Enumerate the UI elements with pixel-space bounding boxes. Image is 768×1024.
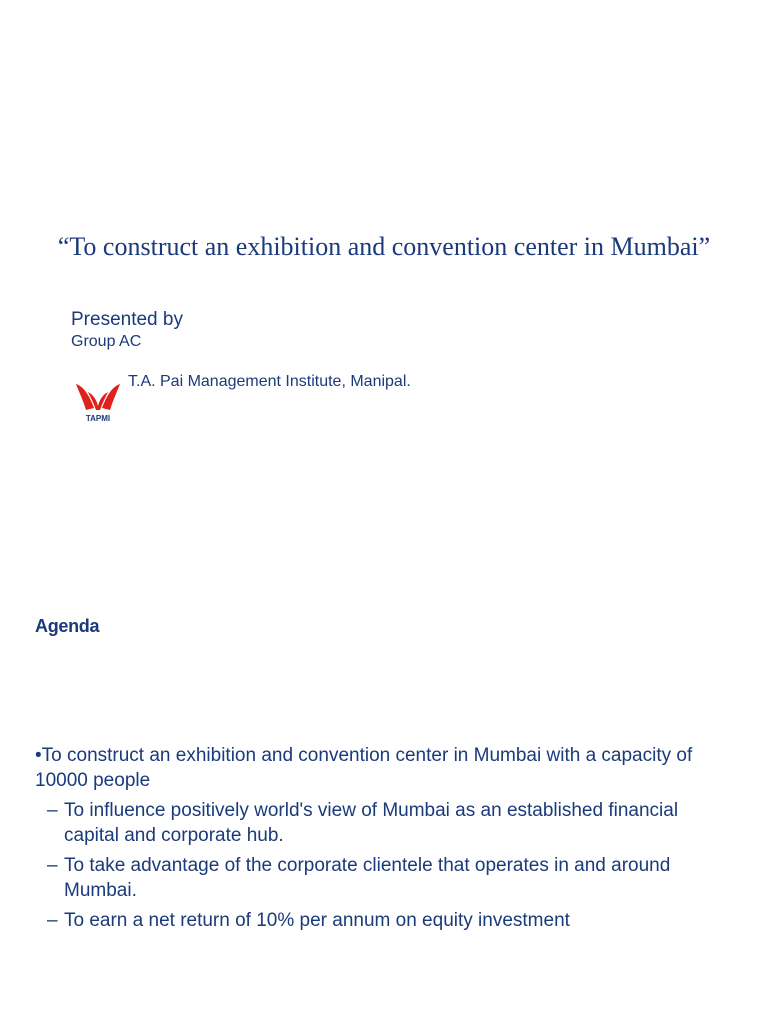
sub-point-text: To influence positively world's view of Mumbai as an established financial capital and corporate hub.	[64, 800, 679, 846]
agenda-sub-point	[35, 908, 735, 933]
agenda-list	[35, 743, 735, 938]
dash-bullet: –	[47, 855, 58, 876]
sub-point-text: To earn a net return of 10% per annum on equity investment	[64, 910, 570, 931]
agenda-sub-point	[35, 798, 735, 848]
tapmi-logo	[74, 380, 122, 424]
agenda-heading: Agenda	[35, 616, 100, 636]
dash-bullet: –	[47, 800, 58, 821]
logo-text: TAPMI	[85, 414, 111, 423]
presented-by-label: Presented by	[71, 309, 183, 330]
group-name: Group AC	[71, 333, 142, 350]
slide-title: “To construct an exhibition and convention center in Mumbai”	[57, 232, 711, 261]
agenda-sub-point	[35, 853, 735, 903]
dash-bullet: –	[47, 910, 58, 931]
agenda-main-point: •To construct an exhibition and convention center in Mumbai with a capacity of 10000 people	[35, 745, 693, 791]
sub-point-text: To take advantage of the corporate clientele that operates in and around Mumbai.	[64, 855, 671, 901]
institute-name: T.A. Pai Management Institute, Manipal.	[128, 373, 411, 390]
